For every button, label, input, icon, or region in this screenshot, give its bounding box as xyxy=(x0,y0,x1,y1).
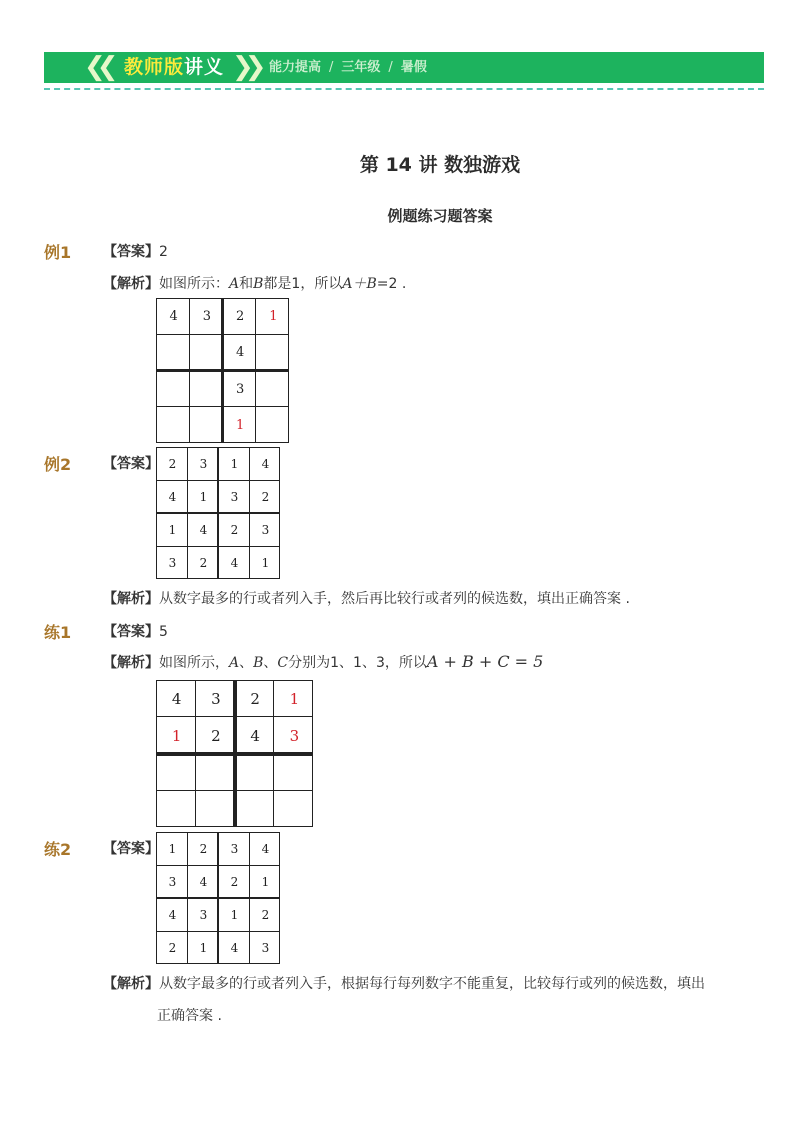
analysis-row-pr2 xyxy=(103,973,705,993)
analysis-text: 从数字最多的行或者列入手，根据每行每列数字不能重复，比较每行或列的候选数，填出 xyxy=(159,976,705,992)
grid-cell xyxy=(257,335,290,371)
answer-tag: 【答案】 xyxy=(103,244,159,260)
sudoku-grid-pr1 xyxy=(156,680,313,827)
grid-cell: 1 xyxy=(289,690,300,708)
page-subtitle: 例题练习题答案 xyxy=(387,207,493,225)
breadcrumb xyxy=(269,52,427,83)
grid-cell xyxy=(190,335,223,371)
grid-cell: 2 xyxy=(199,842,208,856)
analysis-row-pr2-continued: 正确答案 . xyxy=(157,1008,222,1024)
analysis-row-ex2 xyxy=(103,588,630,608)
grid-cell xyxy=(196,791,235,828)
grid-cell: 1 xyxy=(261,556,270,570)
analysis-text: 、 xyxy=(239,655,254,671)
grid-cell: 3 xyxy=(199,457,208,471)
double-chevron-right-icon: ❯❯ xyxy=(232,52,258,82)
grid-cell: 4 xyxy=(168,490,177,504)
analysis-tag: 【解析】 xyxy=(103,655,159,671)
math-var: C xyxy=(277,655,289,671)
grid-cell: 1 xyxy=(261,875,270,889)
header-badge xyxy=(124,54,224,81)
grid-cell xyxy=(157,408,190,444)
answer-value: 2 xyxy=(159,244,168,260)
math-var: B xyxy=(253,276,264,292)
answer-row-ex2 xyxy=(103,453,159,473)
grid-cell xyxy=(157,335,190,371)
grid-cell: 2 xyxy=(230,875,239,889)
grid-cell xyxy=(275,755,314,792)
analysis-row-ex1 xyxy=(103,273,406,293)
grid-cell: 3 xyxy=(168,875,177,889)
grid-cell: 4 xyxy=(171,690,182,708)
analysis-text: =2 . xyxy=(376,276,407,292)
sudoku-grid-pr2 xyxy=(156,832,280,964)
answer-tag: 【答案】 xyxy=(103,841,159,857)
grid-cell: 3 xyxy=(289,726,300,745)
grid-cell: 3 xyxy=(230,842,239,856)
analysis-text: 都是1，所以 xyxy=(263,276,343,292)
grid-cell: 4 xyxy=(169,309,178,324)
grid-cell: 4 xyxy=(168,908,177,922)
crumb-grade: 三年级 xyxy=(341,60,381,75)
answer-row-pr2 xyxy=(103,838,159,858)
grid-cell: 1 xyxy=(199,941,208,955)
page-title: 第 14 讲 数独游戏 xyxy=(359,154,521,176)
math-expression: A + B + C = 5 xyxy=(426,652,544,671)
grid-cell: 4 xyxy=(230,556,239,570)
grid-cell: 3 xyxy=(199,908,208,922)
grid-cell: 4 xyxy=(250,726,260,745)
grid-cell xyxy=(157,372,190,408)
grid-cell: 3 xyxy=(168,556,177,570)
math-var: B xyxy=(253,655,264,671)
grid-cell: 1 xyxy=(171,726,182,745)
double-chevron-left-icon: ❮❮ xyxy=(84,52,110,82)
answer-tag: 【答案】 xyxy=(103,624,159,640)
grid-cell: 3 xyxy=(235,381,245,397)
item-label-pr2: 练2 xyxy=(44,840,72,859)
crumb-separator: / xyxy=(388,60,393,75)
header-dotted-divider xyxy=(44,88,764,90)
grid-cell: 3 xyxy=(261,941,270,955)
grid-cell: 2 xyxy=(230,523,239,537)
analysis-tag: 【解析】 xyxy=(103,591,159,607)
grid-cell: 1 xyxy=(269,309,278,324)
analysis-tag: 【解析】 xyxy=(103,276,159,292)
grid-cell: 2 xyxy=(168,457,177,471)
crumb-term: 暑假 xyxy=(400,60,427,75)
analysis-row-pr1 xyxy=(103,652,543,672)
grid-cell: 2 xyxy=(211,726,221,745)
header-banner xyxy=(44,52,764,83)
grid-cell: 1 xyxy=(168,523,177,537)
grid-cell xyxy=(157,755,196,792)
grid-cell: 3 xyxy=(211,690,221,708)
item-label-ex1: 例1 xyxy=(44,243,72,262)
item-label-ex2: 例2 xyxy=(44,455,72,474)
grid-cell: 1 xyxy=(230,908,239,922)
analysis-text: 和 xyxy=(239,276,254,292)
grid-cell: 4 xyxy=(235,345,245,361)
grid-cell xyxy=(236,755,275,792)
math-expression: A＋B xyxy=(342,276,377,292)
math-var: A xyxy=(229,276,240,292)
grid-cell: 3 xyxy=(230,490,239,504)
grid-cell: 2 xyxy=(199,556,208,570)
grid-cell: 4 xyxy=(261,457,270,471)
grid-cell xyxy=(257,372,290,408)
grid-cell xyxy=(257,408,290,444)
grid-cell: 3 xyxy=(261,523,270,537)
answer-row-ex1 xyxy=(103,241,168,261)
grid-cell xyxy=(275,791,314,828)
badge-main-text: 教师版 xyxy=(124,56,185,78)
grid-cell: 4 xyxy=(199,523,208,537)
math-var: A xyxy=(229,655,240,671)
sudoku-grid-ex2 xyxy=(156,447,280,579)
grid-cell: 2 xyxy=(261,490,270,504)
grid-cell: 2 xyxy=(235,309,245,324)
analysis-text: 从数字最多的行或者列入手，然后再比较行或者列的候选数，填出正确答案 . xyxy=(159,591,630,607)
grid-cell: 2 xyxy=(168,941,177,955)
grid-cell xyxy=(190,408,223,444)
grid-cell: 3 xyxy=(202,309,212,324)
badge-accent-text: 讲义 xyxy=(184,56,225,78)
grid-cell xyxy=(190,372,223,408)
answer-tag: 【答案】 xyxy=(103,456,159,472)
analysis-text: 如图所示： xyxy=(159,276,229,292)
item-label-pr1: 练1 xyxy=(44,623,72,642)
grid-cell: 4 xyxy=(230,941,239,955)
analysis-text: 、 xyxy=(263,655,278,671)
crumb-separator: / xyxy=(329,60,334,75)
grid-cell: 2 xyxy=(250,690,260,708)
grid-cell: 1 xyxy=(199,490,208,504)
analysis-tag: 【解析】 xyxy=(103,976,159,992)
sudoku-grid-ex1 xyxy=(156,298,289,443)
grid-cell xyxy=(196,755,235,792)
grid-cell: 4 xyxy=(199,875,208,889)
grid-cell: 1 xyxy=(230,457,239,471)
grid-cell xyxy=(157,791,196,828)
answer-value: 5 xyxy=(159,624,168,640)
crumb-level: 能力提高 xyxy=(269,60,322,75)
grid-cell: 1 xyxy=(168,842,177,856)
analysis-text: 分别为1、1、3，所以 xyxy=(288,655,427,671)
grid-cell: 2 xyxy=(261,908,270,922)
grid-cell: 4 xyxy=(261,842,270,856)
grid-cell: 1 xyxy=(235,417,245,433)
grid-cell xyxy=(236,791,275,828)
answer-row-pr1 xyxy=(103,621,168,641)
analysis-text: 如图所示， xyxy=(159,655,229,671)
